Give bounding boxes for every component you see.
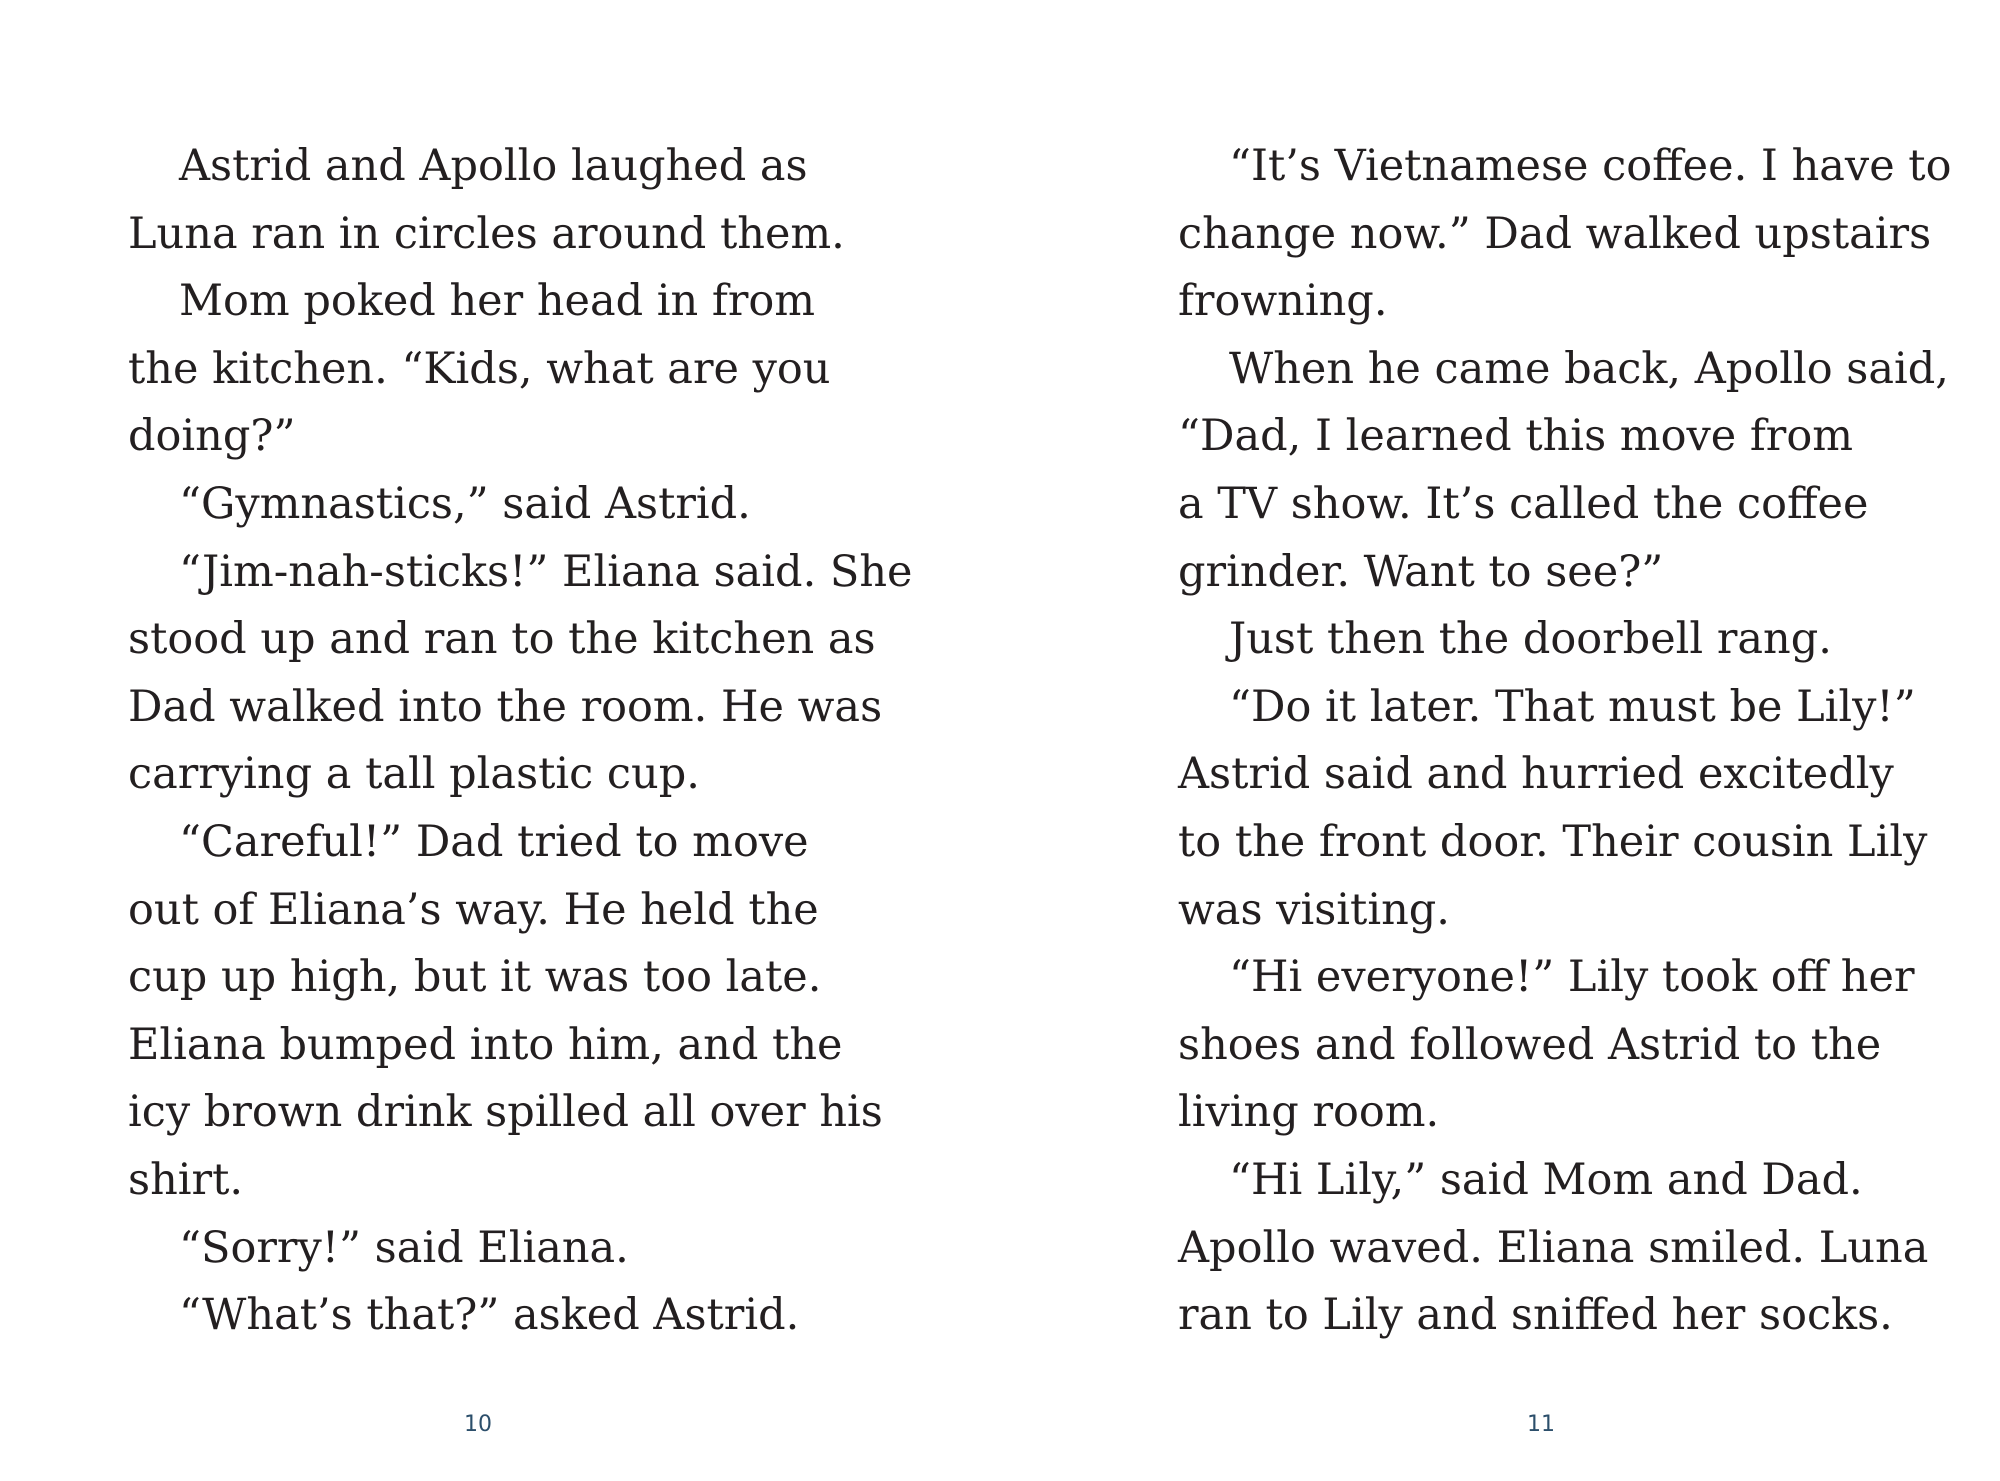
text-line: Just then the doorbell rang. xyxy=(1229,614,1832,665)
text-line: Dad walked into the room. He was xyxy=(128,681,883,732)
text-line: Astrid and Apollo laughed as xyxy=(179,141,808,191)
text-line: When he came back, Apollo said, xyxy=(1229,343,1949,394)
text-line: shoes and followed Astrid to the xyxy=(1178,1019,1882,1070)
text-line: “Jim-nah-sticks!” Eliana said. She xyxy=(179,546,913,597)
text-line: frowning. xyxy=(1178,276,1388,327)
text-line: the kitchen. “Kids, what are you xyxy=(128,343,831,394)
text-line: carrying a tall plastic cup. xyxy=(128,749,700,800)
text-line: “Hi everyone!” Lily took off her xyxy=(1229,952,1915,1003)
text-line: to the front door. Their cousin Lily xyxy=(1178,816,1928,867)
text-line: grinder. Want to see?” xyxy=(1178,546,1664,597)
left-page-text xyxy=(128,133,913,1350)
text-line: a TV show. It’s called the coffee xyxy=(1178,478,1869,529)
text-line: shirt. xyxy=(128,1154,244,1205)
text-line: stood up and ran to the kitchen as xyxy=(128,614,876,665)
right-page-text xyxy=(1178,133,1952,1350)
text-line: “Careful!” Dad tried to move xyxy=(179,816,809,867)
text-line: Mom poked her head in from xyxy=(179,276,816,327)
text-line: “Hi Lily,” said Mom and Dad. xyxy=(1229,1154,1863,1205)
text-line: “What’s that?” asked Astrid. xyxy=(179,1290,800,1341)
text-line: “Sorry!” said Eliana. xyxy=(179,1222,629,1273)
text-line: icy brown drink spilled all over his xyxy=(128,1087,883,1138)
text-line: “Do it later. That must be Lily!” xyxy=(1229,681,1916,732)
text-line: Astrid said and hurried excitedly xyxy=(1178,749,1894,800)
text-line: Apollo waved. Eliana smiled. Luna xyxy=(1178,1222,1929,1273)
page-number-left: 10 xyxy=(464,1412,492,1437)
text-line: doing?” xyxy=(128,411,296,462)
text-line: Eliana bumped into him, and the xyxy=(128,1019,843,1070)
text-line: living room. xyxy=(1178,1087,1440,1138)
text-line: “It’s Vietnamese coffee. I have to xyxy=(1229,141,1952,191)
text-line: was visiting. xyxy=(1178,884,1450,935)
text-line: “Dad, I learned this move from xyxy=(1178,411,1854,462)
text-line: out of Eliana’s way. He held the xyxy=(128,884,819,935)
text-line: cup up high, but it was too late. xyxy=(128,952,822,1003)
text-line: Luna ran in circles around them. xyxy=(128,208,845,259)
page-number-right: 11 xyxy=(1527,1412,1555,1437)
text-line: ran to Lily and sniffed her socks. xyxy=(1178,1290,1893,1341)
text-line: “Gymnastics,” said Astrid. xyxy=(179,478,751,529)
right-page xyxy=(1000,0,2000,1481)
text-line: change now.” Dad walked upstairs xyxy=(1178,208,1932,259)
